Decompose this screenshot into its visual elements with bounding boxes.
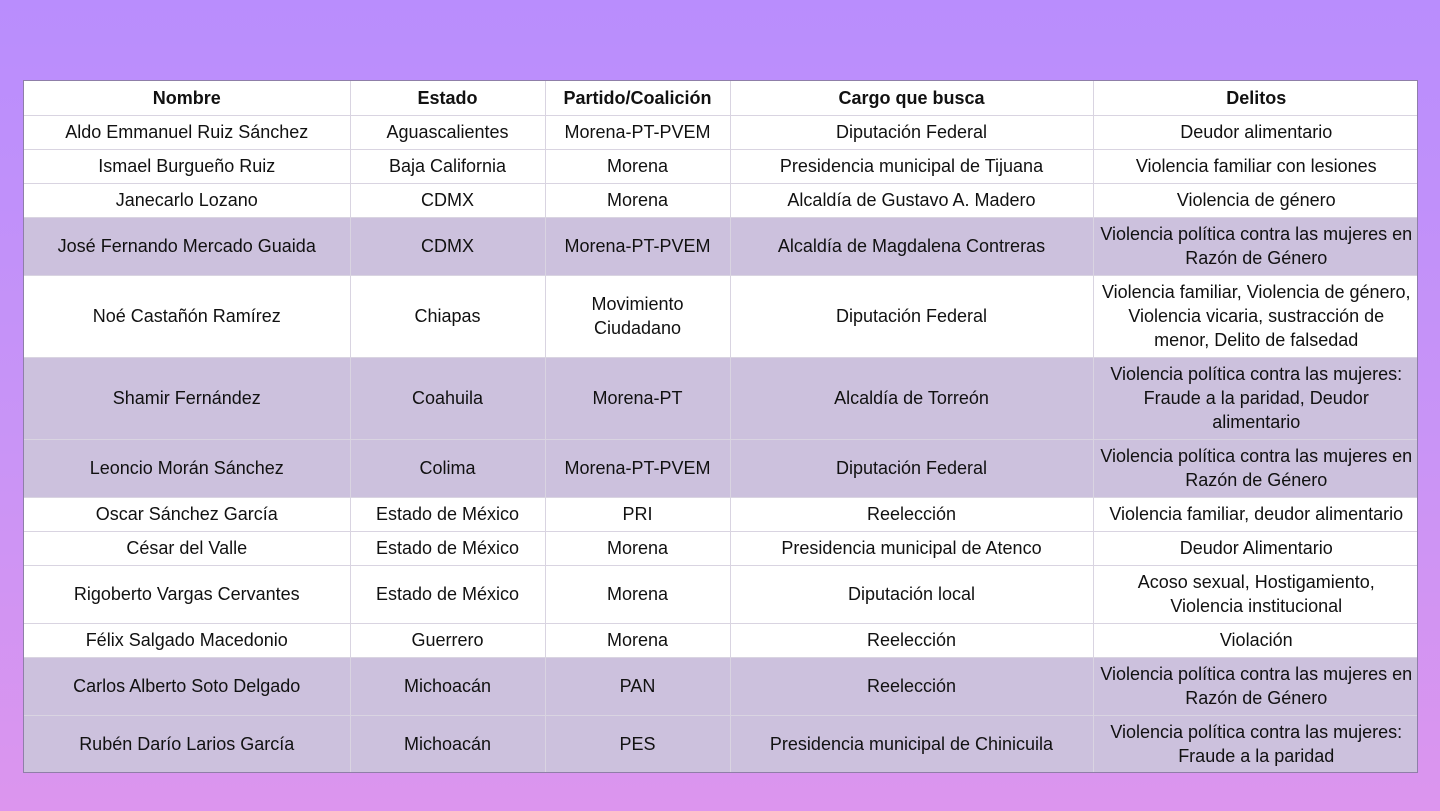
- cell-cargo: Presidencia municipal de Atenco: [730, 531, 1093, 565]
- table-header: [24, 81, 1418, 115]
- cell-nombre: José Fernando Mercado Guaida: [24, 217, 350, 275]
- cell-cargo: Reelección: [730, 623, 1093, 657]
- cell-cargo: Alcaldía de Magdalena Contreras: [730, 217, 1093, 275]
- cell-cargo: Diputación Federal: [730, 115, 1093, 149]
- table-row: [24, 217, 1418, 275]
- cell-cargo: Reelección: [730, 497, 1093, 531]
- table-body: [24, 115, 1418, 773]
- cell-delitos: Deudor Alimentario: [1093, 531, 1418, 565]
- cell-partido: Morena-PT: [545, 357, 730, 439]
- table-row: [24, 357, 1418, 439]
- cell-partido: Morena-PT-PVEM: [545, 217, 730, 275]
- cell-partido: Morena: [545, 565, 730, 623]
- cell-estado: Estado de México: [350, 531, 545, 565]
- cell-nombre: Janecarlo Lozano: [24, 183, 350, 217]
- cell-cargo: Reelección: [730, 657, 1093, 715]
- cell-estado: Chiapas: [350, 275, 545, 357]
- cell-partido: Morena-PT-PVEM: [545, 439, 730, 497]
- cell-delitos: Violencia política contra las mujeres: Fraude a la paridad, Deudor alimentario: [1093, 357, 1418, 439]
- cell-nombre: Leoncio Morán Sánchez: [24, 439, 350, 497]
- cell-cargo: Presidencia municipal de Chinicuila: [730, 715, 1093, 773]
- cell-delitos: Violencia familiar con lesiones: [1093, 149, 1418, 183]
- header-partido: Partido/Coalición: [545, 81, 730, 115]
- cell-nombre: Noé Castañón Ramírez: [24, 275, 350, 357]
- table-row: [24, 531, 1418, 565]
- cell-cargo: Alcaldía de Torreón: [730, 357, 1093, 439]
- cell-nombre: Ismael Burgueño Ruiz: [24, 149, 350, 183]
- cell-estado: Baja California: [350, 149, 545, 183]
- table-row: [24, 275, 1418, 357]
- cell-estado: Estado de México: [350, 497, 545, 531]
- cell-estado: Michoacán: [350, 715, 545, 773]
- header-nombre: Nombre: [24, 81, 350, 115]
- cell-nombre: César del Valle: [24, 531, 350, 565]
- cell-delitos: Violencia política contra las mujeres: Fraude a la paridad: [1093, 715, 1418, 773]
- cell-partido: Morena: [545, 149, 730, 183]
- cell-delitos: Violencia política contra las mujeres en Razón de Género: [1093, 439, 1418, 497]
- cell-cargo: Diputación Federal: [730, 439, 1093, 497]
- cell-delitos: Violencia política contra las mujeres en Razón de Género: [1093, 217, 1418, 275]
- cell-partido: Morena-PT-PVEM: [545, 115, 730, 149]
- cell-delitos: Deudor alimentario: [1093, 115, 1418, 149]
- candidates-table-container: [23, 80, 1418, 773]
- cell-partido: Movimiento Ciudadano: [545, 275, 730, 357]
- cell-partido: Morena: [545, 623, 730, 657]
- table-row: [24, 657, 1418, 715]
- header-delitos: Delitos: [1093, 81, 1418, 115]
- cell-delitos: Acoso sexual, Hostigamiento, Violencia institucional: [1093, 565, 1418, 623]
- cell-nombre: Oscar Sánchez García: [24, 497, 350, 531]
- table-row: [24, 439, 1418, 497]
- cell-cargo: Diputación local: [730, 565, 1093, 623]
- header-estado: Estado: [350, 81, 545, 115]
- table-row: [24, 149, 1418, 183]
- cell-cargo: Diputación Federal: [730, 275, 1093, 357]
- cell-partido: PAN: [545, 657, 730, 715]
- cell-nombre: Félix Salgado Macedonio: [24, 623, 350, 657]
- cell-estado: Michoacán: [350, 657, 545, 715]
- cell-nombre: Shamir Fernández: [24, 357, 350, 439]
- cell-estado: Aguascalientes: [350, 115, 545, 149]
- cell-estado: Coahuila: [350, 357, 545, 439]
- cell-cargo: Alcaldía de Gustavo A. Madero: [730, 183, 1093, 217]
- cell-nombre: Rubén Darío Larios García: [24, 715, 350, 773]
- table-row: [24, 183, 1418, 217]
- cell-delitos: Violencia de género: [1093, 183, 1418, 217]
- cell-partido: PRI: [545, 497, 730, 531]
- cell-partido: Morena: [545, 183, 730, 217]
- cell-estado: Estado de México: [350, 565, 545, 623]
- cell-estado: Colima: [350, 439, 545, 497]
- table-row: [24, 497, 1418, 531]
- table-row: [24, 715, 1418, 773]
- table-row: [24, 565, 1418, 623]
- cell-cargo: Presidencia municipal de Tijuana: [730, 149, 1093, 183]
- cell-estado: Guerrero: [350, 623, 545, 657]
- cell-estado: CDMX: [350, 183, 545, 217]
- cell-estado: CDMX: [350, 217, 545, 275]
- cell-nombre: Aldo Emmanuel Ruiz Sánchez: [24, 115, 350, 149]
- cell-partido: Morena: [545, 531, 730, 565]
- header-cargo: Cargo que busca: [730, 81, 1093, 115]
- header-row: [24, 81, 1418, 115]
- cell-partido: PES: [545, 715, 730, 773]
- cell-delitos: Violación: [1093, 623, 1418, 657]
- cell-delitos: Violencia familiar, deudor alimentario: [1093, 497, 1418, 531]
- cell-nombre: Rigoberto Vargas Cervantes: [24, 565, 350, 623]
- table-row: [24, 623, 1418, 657]
- cell-delitos: Violencia política contra las mujeres en Razón de Género: [1093, 657, 1418, 715]
- cell-nombre: Carlos Alberto Soto Delgado: [24, 657, 350, 715]
- cell-delitos: Violencia familiar, Violencia de género, Violencia vicaria, sustracción de menor, Delito de falsedad: [1093, 275, 1418, 357]
- table-row: [24, 115, 1418, 149]
- candidates-table: [24, 81, 1418, 773]
